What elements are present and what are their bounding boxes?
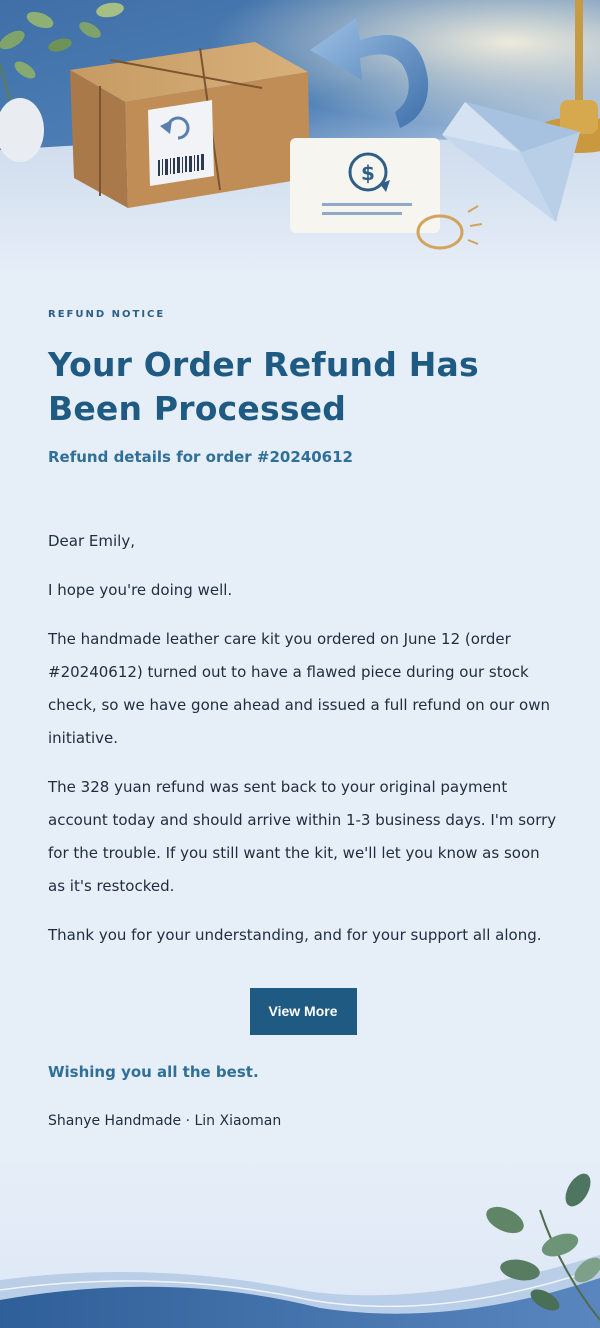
closing-line: Wishing you all the best. [48, 1063, 259, 1081]
cta-container [48, 988, 558, 1035]
page-title: Your Order Refund Has Been Processed [48, 345, 479, 428]
footer-illustration [0, 1150, 600, 1328]
paragraph: I hope you're doing well. [48, 581, 233, 599]
email-content [48, 300, 558, 1131]
parcel-box-icon [70, 42, 310, 208]
view-more-button[interactable]: View More [250, 988, 357, 1035]
paragraph: Thank you for your understanding, and for your support all along. [48, 926, 542, 944]
signature: Shanye Handmade · Lin Xiaoman [48, 1113, 282, 1129]
paragraph: The handmade leather care kit you ordered on June 12 (order #20240612) turned out to have a flawed piece during our stock check, so we have gone ahead and issued a full refund on our own initiative. [48, 630, 550, 747]
subtitle: Refund details for order #20240612 [48, 448, 353, 466]
refund-dollar-card-icon [290, 138, 440, 233]
paragraph: The 328 yuan refund was sent back to your original payment account today and should arrive within 1-3 business days. I'm sorry for the trouble. If you still want the kit, we'll let you know as soon as it's restocked. [48, 778, 557, 895]
hero-illustration [0, 0, 600, 275]
svg-text:$: $ [361, 161, 375, 185]
email-body [48, 525, 558, 952]
greeting: Dear Emily, [48, 532, 135, 550]
eyebrow-label: REFUND NOTICE [48, 309, 166, 320]
